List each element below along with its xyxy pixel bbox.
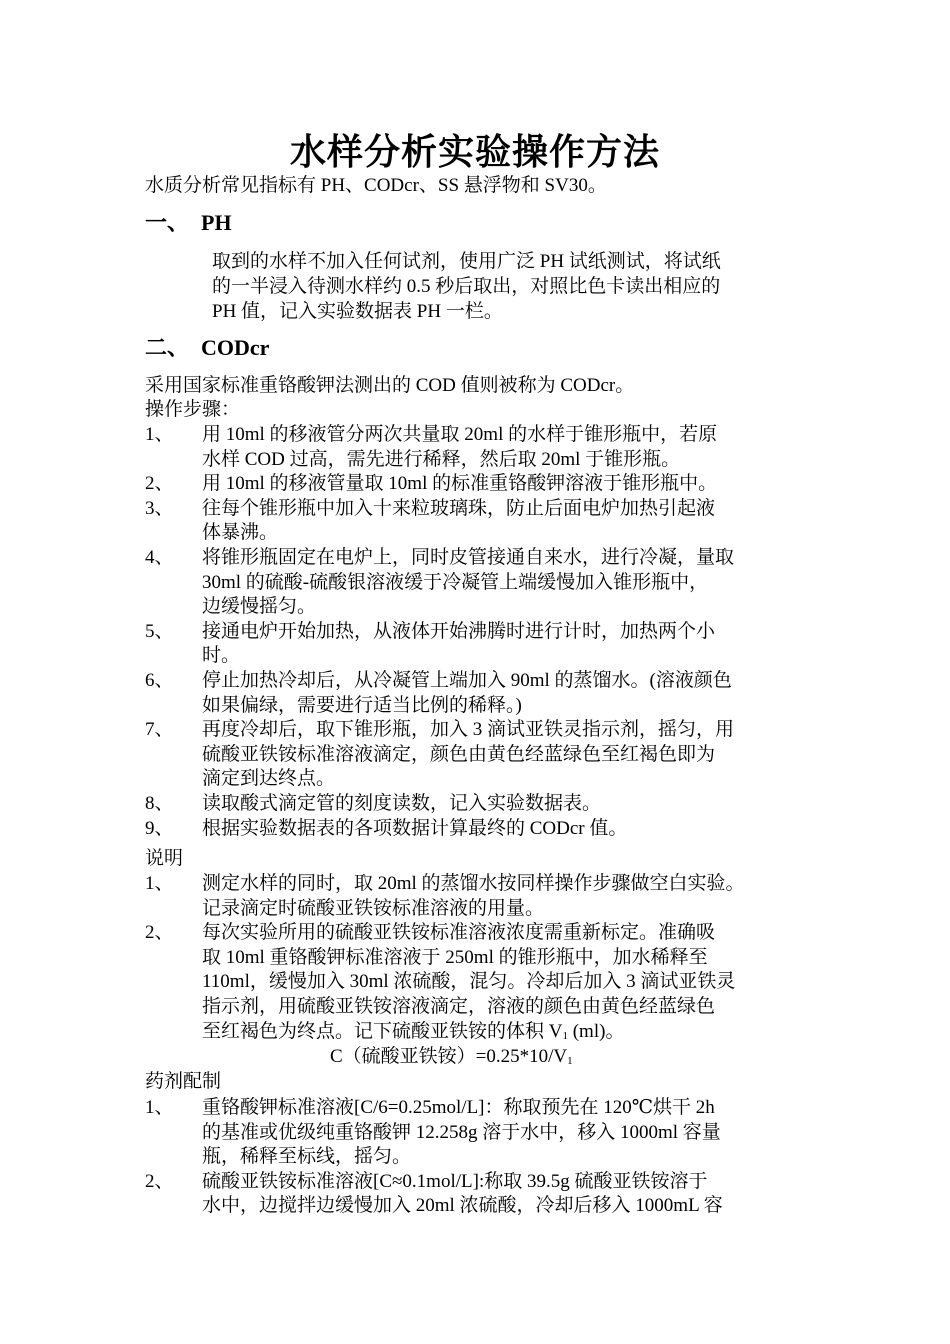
subscript: 1 bbox=[562, 1029, 568, 1042]
item-line: 将锥形瓶固定在电炉上，同时皮管接通自来水，进行冷凝，量取 bbox=[202, 546, 735, 568]
notes-list bbox=[145, 872, 825, 1048]
item-number: 7、 bbox=[145, 719, 174, 741]
list-item bbox=[145, 921, 825, 1048]
item-line: 的基准或优级纯重铬酸钾 12.258g 溶于水中，移入 1000ml 容量 bbox=[202, 1121, 721, 1143]
item-line-tail: (ml)。 bbox=[567, 1020, 625, 1042]
list-item bbox=[145, 1170, 825, 1219]
list-item bbox=[145, 497, 825, 546]
item-line: 停止加热冷却后，从冷凝管上端加入 90ml 的蒸馏水。(溶液颜色 bbox=[202, 669, 732, 691]
ph-paragraph bbox=[212, 249, 812, 324]
list-item bbox=[145, 546, 825, 620]
paragraph-line: PH 值，记入实验数据表 PH 一栏。 bbox=[212, 301, 503, 322]
list-item bbox=[145, 792, 825, 817]
item-number: 2、 bbox=[145, 922, 174, 944]
item-line: 用 10ml 的移液管量取 10ml 的标准重铬酸钾溶液于锥形瓶中。 bbox=[202, 473, 718, 495]
item-number: 6、 bbox=[145, 669, 174, 691]
list-item bbox=[145, 872, 825, 921]
item-line: 根据实验数据表的各项数据计算最终的 CODcr 值。 bbox=[202, 817, 628, 839]
item-line: 用 10ml 的移液管分两次共量取 20ml 的水样于锥形瓶中，若原 bbox=[202, 424, 718, 445]
item-line: 如果偏绿，需要进行适当比例的稀释。) bbox=[202, 694, 522, 716]
item-number: 1、 bbox=[145, 1097, 174, 1118]
subscript: 1 bbox=[567, 1055, 573, 1067]
codcr-intro: 采用国家标准重铬酸钾法测出的 COD 值则被称为 CODcr。 bbox=[145, 375, 635, 396]
item-line: 再度冷却后，取下锥形瓶，加入 3 滴试亚铁灵指示剂，摇匀，用 bbox=[202, 719, 735, 741]
notes-label: 说明 bbox=[145, 848, 184, 869]
list-item bbox=[145, 718, 825, 792]
item-line: 指示剂，用硫酸亚铁铵溶液滴定，溶液的颜色由黄色经蓝绿色 bbox=[202, 995, 716, 1017]
item-line-text: 至红褐色为终点。记下硫酸亚铁铵的体积 V bbox=[202, 1020, 563, 1042]
item-line: 瓶，稀释至标线，摇匀。 bbox=[202, 1146, 412, 1168]
section-title: PH bbox=[201, 210, 232, 235]
item-number: 5、 bbox=[145, 620, 174, 642]
item-number: 4、 bbox=[145, 546, 174, 568]
paragraph-line: 取到的水样不加入任何试剂，使用广泛 PH 试纸测试，将试纸 bbox=[212, 251, 721, 272]
item-number: 1、 bbox=[145, 424, 174, 445]
item-line: 每次实验所用的硫酸亚铁铵标准溶液浓度需重新标定。准确吸 bbox=[202, 922, 716, 944]
item-number: 1、 bbox=[145, 873, 174, 894]
item-line: 时。 bbox=[202, 645, 241, 667]
steps-list bbox=[145, 423, 825, 841]
item-line: 往每个锥形瓶中加入十来粒玻璃珠，防止后面电炉加热引起液 bbox=[202, 497, 716, 519]
list-item bbox=[145, 620, 825, 669]
item-number: 9、 bbox=[145, 817, 174, 839]
item-line: 取 10ml 重铬酸钾标准溶液于 250ml 的锥形瓶中，加水稀释至 bbox=[202, 946, 708, 968]
list-item bbox=[145, 423, 825, 472]
item-line: 硫酸亚铁铵标准溶液[C≈0.1mol/L]:称取 39.5g 硫酸亚铁铵溶于 bbox=[202, 1170, 708, 1192]
item-number: 8、 bbox=[145, 792, 174, 814]
item-line: 测定水样的同时，取 20ml 的蒸馏水按同样操作步骤做空白实验。 bbox=[202, 873, 745, 894]
item-line: 接通电炉开始加热，从液体开始沸腾时进行计时，加热两个小 bbox=[202, 620, 716, 642]
intro-text: 水质分析常见指标有 PH、CODcr、SS 悬浮物和 SV30。 bbox=[145, 175, 607, 196]
paragraph-line: 的一半浸入待测水样约 0.5 秒后取出，对照比色卡读出相应的 bbox=[212, 276, 721, 297]
item-line: 硫酸亚铁铵标准溶液滴定，颜色由黄色经蓝绿色至红褐色即为 bbox=[202, 743, 716, 765]
item-line: 记录滴定时硫酸亚铁铵标准溶液的用量。 bbox=[202, 897, 545, 919]
list-item bbox=[145, 1096, 825, 1170]
list-item bbox=[145, 472, 825, 497]
item-line: 滴定到达终点。 bbox=[202, 768, 336, 790]
item-line bbox=[202, 1020, 825, 1049]
reagents-list bbox=[145, 1096, 825, 1219]
reagents-label: 药剂配制 bbox=[145, 1071, 222, 1092]
list-item bbox=[145, 817, 825, 842]
item-line: 读取酸式滴定管的刻度读数，记入实验数据表。 bbox=[202, 792, 602, 814]
steps-label: 操作步骤： bbox=[145, 399, 241, 420]
item-number: 3、 bbox=[145, 497, 174, 519]
formula bbox=[330, 1045, 573, 1073]
item-line: 水样 COD 过高，需先进行稀释，然后取 20ml 于锥形瓶。 bbox=[202, 448, 681, 470]
item-line: 110ml，缓慢加入 30ml 浓硫酸，混匀。冷却后加入 3 滴试亚铁灵 bbox=[202, 971, 736, 993]
section-heading-codcr bbox=[145, 333, 269, 363]
item-number: 2、 bbox=[145, 473, 174, 495]
document-title: 水样分析实验操作方法 bbox=[289, 132, 660, 172]
item-line: 边缓慢摇匀。 bbox=[202, 596, 317, 618]
section-number: 二、 bbox=[145, 335, 190, 360]
item-line: 水中，边搅拌边缓慢加入 20ml 浓硫酸，冷却后移入 1000mL 容 bbox=[202, 1195, 723, 1217]
section-heading-ph bbox=[145, 208, 232, 238]
list-item bbox=[145, 669, 825, 718]
item-line: 体暴沸。 bbox=[202, 522, 279, 544]
item-line: 30ml 的硫酸-硫酸银溶液缓于冷凝管上端缓慢加入锥形瓶中， bbox=[202, 571, 709, 593]
section-number: 一、 bbox=[145, 210, 190, 235]
section-title: CODcr bbox=[201, 335, 270, 360]
item-line: 重铬酸钾标准溶液[C/6=0.25mol/L]：称取预先在 120℃烘干 2h bbox=[202, 1097, 715, 1118]
item-number: 2、 bbox=[145, 1170, 174, 1192]
formula-text: C（硫酸亚铁铵）=0.25*10/V bbox=[330, 1046, 568, 1067]
